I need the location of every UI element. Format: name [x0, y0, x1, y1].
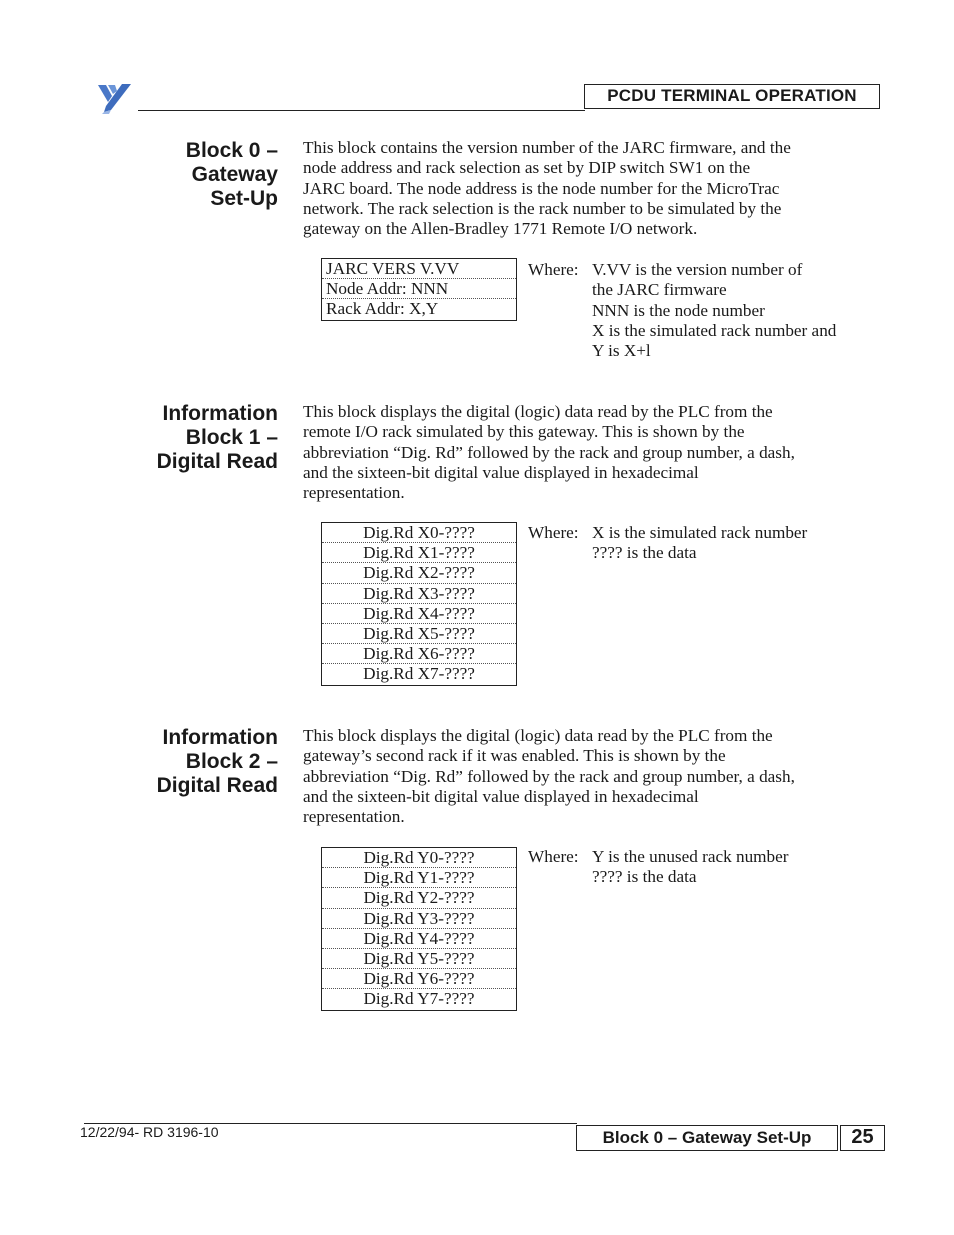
paragraph-line: gateway on the Allen-Bradley 1771 Remote I/O network. — [303, 219, 698, 239]
where-line: ???? is the data — [592, 543, 697, 563]
display-row: Dig.Rd Y6-???? — [322, 969, 516, 989]
paragraph-line: node address and rack selection as set by DIP switch SW1 on the — [303, 158, 751, 178]
paragraph-line: and the sixteen-bit digital value displayed in hexadecimal — [303, 786, 699, 806]
display-row: Dig.Rd X1-???? — [322, 543, 516, 563]
where-line: NNN is the node number — [592, 300, 765, 320]
paragraph-line: network. The rack selection is the rack number to be simulated by the — [303, 198, 782, 218]
heading-line: Digital Read — [156, 450, 278, 473]
where-line: X is the simulated rack number — [592, 523, 808, 542]
heading-line: Information — [162, 726, 278, 749]
section-heading-block-1 — [78, 402, 278, 474]
paragraph-line: remote I/O rack simulated by this gateway. This is shown by the — [303, 422, 745, 442]
page-number: 25 — [840, 1125, 885, 1151]
chapter-title: PCDU TERMINAL OPERATION — [584, 84, 880, 109]
where-label: Where: — [528, 523, 579, 542]
display-row: Rack Addr: X,Y — [326, 299, 439, 319]
display-row: Dig.Rd Y4-???? — [322, 929, 516, 949]
paragraph-line: This block displays the digital (logic) data read by the PLC from the — [303, 726, 773, 745]
display-row: Dig.Rd X4-???? — [322, 604, 516, 624]
paragraph-line: This block displays the digital (logic) data read by the PLC from the — [303, 402, 773, 421]
where-line: ???? is the data — [592, 867, 697, 887]
where-line: V.VV is the version number of — [592, 260, 803, 279]
display-row: Dig.Rd Y7-???? — [363, 989, 475, 1009]
section-paragraph-block-1 — [303, 402, 863, 503]
where-line: Y is the unused rack number — [592, 847, 789, 866]
display-row: Dig.Rd Y0-???? — [322, 848, 516, 868]
heading-line: Set-Up — [210, 187, 278, 210]
heading-line: Digital Read — [156, 774, 278, 797]
heading-line: Gateway — [191, 163, 278, 186]
heading-line: Block 0 – — [185, 139, 278, 162]
display-row: Dig.Rd Y3-???? — [322, 909, 516, 929]
where-label: Where: — [528, 260, 579, 279]
display-row: Dig.Rd Y1-???? — [322, 868, 516, 888]
display-row: JARC VERS V.VV — [322, 259, 516, 279]
section-heading-block-0 — [78, 139, 278, 211]
paragraph-line: JARC board. The node address is the node number for the MicroTrac — [303, 178, 780, 198]
display-row: Dig.Rd X6-???? — [322, 644, 516, 664]
display-row: Dig.Rd Y5-???? — [322, 949, 516, 969]
section-heading-block-2 — [78, 726, 278, 798]
paragraph-line: gateway’s second rack if it was enabled. This is shown by the — [303, 746, 726, 766]
where-line: the JARC firmware — [592, 280, 727, 300]
paragraph-line: representation. — [303, 807, 405, 827]
paragraph-line: representation. — [303, 483, 405, 503]
display-row: Dig.Rd X5-???? — [322, 624, 516, 644]
heading-line: Block 1 – — [185, 426, 278, 449]
brand-logo-icon — [98, 82, 132, 114]
where-line: Y is X+l — [592, 341, 651, 361]
paragraph-line: and the sixteen-bit digital value displayed in hexadecimal — [303, 462, 699, 482]
section-paragraph-block-2 — [303, 726, 863, 827]
heading-line: Block 2 – — [185, 750, 278, 773]
where-label: Where: — [528, 847, 579, 866]
display-row: Dig.Rd X0-???? — [322, 523, 516, 543]
paragraph-line: abbreviation “Dig. Rd” followed by the rack and group number, a dash, — [303, 442, 795, 462]
heading-line: Information — [162, 402, 278, 425]
display-row: Dig.Rd X3-???? — [322, 584, 516, 604]
terminal-display-block-2 — [321, 847, 517, 1011]
header-rule — [138, 110, 585, 111]
footer-section-title: Block 0 – Gateway Set-Up — [576, 1125, 838, 1151]
terminal-display-block-1 — [321, 522, 517, 686]
display-row: Dig.Rd X7-???? — [363, 664, 475, 684]
terminal-display-block-0 — [321, 258, 517, 321]
footer-date-reference: 12/22/94- RD 3196-10 — [80, 1124, 219, 1140]
display-row: Dig.Rd X2-???? — [322, 563, 516, 583]
section-paragraph-block-0 — [303, 138, 863, 239]
paragraph-line: abbreviation “Dig. Rd” followed by the rack and group number, a dash, — [303, 766, 795, 786]
paragraph-line: This block contains the version number of the JARC firmware, and the — [303, 138, 791, 157]
display-row: Node Addr: NNN — [322, 279, 516, 299]
display-row: Dig.Rd Y2-???? — [322, 888, 516, 908]
where-line: X is the simulated rack number and — [592, 320, 837, 340]
